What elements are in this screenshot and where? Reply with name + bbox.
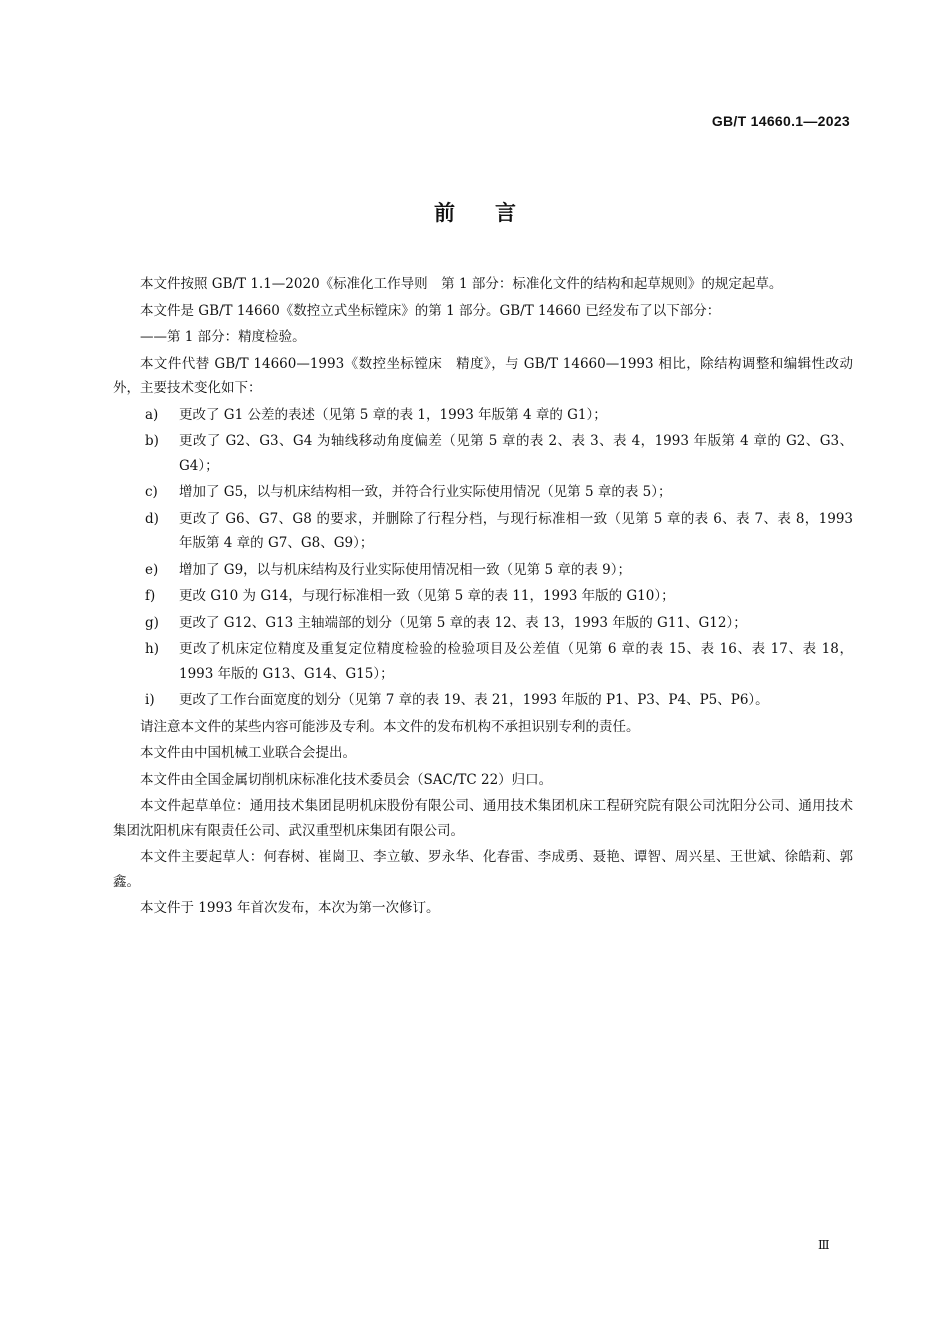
paragraph-technical-committee: 本文件由全国金属切削机床标准化技术委员会（SAC/TC 22）归口。 [140, 771, 553, 788]
change-item-marker: d) [145, 510, 159, 527]
change-item-marker: e) [145, 561, 159, 578]
change-item-text: 增加了 G9，以与机床结构及行业实际使用情况相一致（见第 5 章的表 9）； [179, 561, 631, 578]
change-item-text: 更改了机床定位精度及重复定位精度检验的检验项目及公差值（见第 6 章的表 15、表 16、表 17、表 18，1993 年版的 G13、G14、G15）； [179, 641, 853, 682]
paragraph-drafting-organizations: 本文件起草单位：通用技术集团昆明机床股份有限公司、通用技术集团机床工程研究院有限公司沈阳分公司、通用技术集团沈阳机床有限责任公司、武汉重型机床集团有限公司。 [113, 798, 853, 839]
change-item [113, 584, 853, 609]
paragraph-drafting-rules: 本文件按照 GB/T 1.1—2020《标准化工作导则 第 1 部分：标准化文件的结构和起草规则》的规定起草。 [140, 276, 783, 292]
change-item-text: 更改 G10 为 G14，与现行标准相一致（见第 5 章的表 11，1993 年版的 G10）； [179, 588, 675, 604]
change-item [113, 403, 853, 428]
paragraph-proposed-by: 本文件由中国机械工业联合会提出。 [140, 745, 356, 761]
paragraph-replacement: 本文件代替 GB/T 14660—1993《数控坐标镗床 精度》，与 GB/T 14660—1993 相比，除结构调整和编辑性改动外，主要技术变化如下： [113, 355, 853, 396]
change-item-text: 更改了工作台面宽度的划分（见第 7 章的表 19、表 21，1993 年版的 P1、P3、P4、P5、P6）。 [179, 692, 769, 708]
change-item-marker: f) [145, 588, 156, 604]
change-item [113, 507, 853, 556]
change-item-marker: h) [145, 641, 159, 657]
paragraph-drafters: 本文件主要起草人：何春树、崔崗卫、李立敏、罗永华、化春雷、李成勇、聂艳、谭智、周兴星、王世斌、徐皓莉、郭鑫。 [113, 849, 853, 890]
change-item [113, 480, 853, 505]
page-title: 前言 [434, 201, 556, 225]
change-item-marker: b) [145, 433, 159, 449]
standard-number: GB/T 14660.1—2023 [711, 113, 850, 129]
change-item-text: 更改了 G1 公差的表述（见第 5 章的表 1，1993 年版第 4 章的 G1）； [179, 406, 607, 423]
change-item-text: 更改了 G6、G7、G8 的要求，并删除了行程分档，与现行标准相一致（见第 5 章的表 6、表 7、表 8，1993 年版第 4 章的 G7、G8、G9）； [179, 510, 853, 551]
change-item-marker: g) [145, 614, 159, 631]
change-item-marker: c) [145, 484, 158, 500]
foreword-body [113, 272, 853, 923]
change-item [113, 429, 853, 478]
change-item-text: 更改了 G12、G13 主轴端部的划分（见第 5 章的表 12、表 13，1993 年版的 G11、G12）； [179, 614, 747, 631]
paragraph-part-1: ——第 1 部分：精度检验。 [140, 329, 306, 345]
change-item-marker: a) [145, 406, 159, 423]
page-number: Ⅲ [818, 1238, 830, 1252]
paragraph-patent-notice: 请注意本文件的某些内容可能涉及专利。本文件的发布机构不承担识别专利的责任。 [140, 718, 640, 735]
change-item-text: 更改了 G2、G3、G4 为轴线移动角度偏差（见第 5 章的表 2、表 3、表 4，1993 年版第 4 章的 G2、G3、G4）； [179, 433, 853, 474]
change-item-marker: i) [145, 692, 155, 708]
change-item [113, 688, 853, 713]
change-item [113, 558, 853, 583]
change-item-text: 增加了 G5，以与机床结构相一致，并符合行业实际使用情况（见第 5 章的表 5）； [179, 484, 672, 500]
change-item [113, 611, 853, 636]
paragraph-publication-history: 本文件于 1993 年首次发布，本次为第一次修订。 [140, 900, 440, 916]
change-item [113, 637, 853, 686]
paragraph-series-parts: 本文件是 GB/T 14660《数控立式坐标镗床》的第 1 部分。GB/T 14660 已经发布了以下部分： [140, 302, 721, 319]
